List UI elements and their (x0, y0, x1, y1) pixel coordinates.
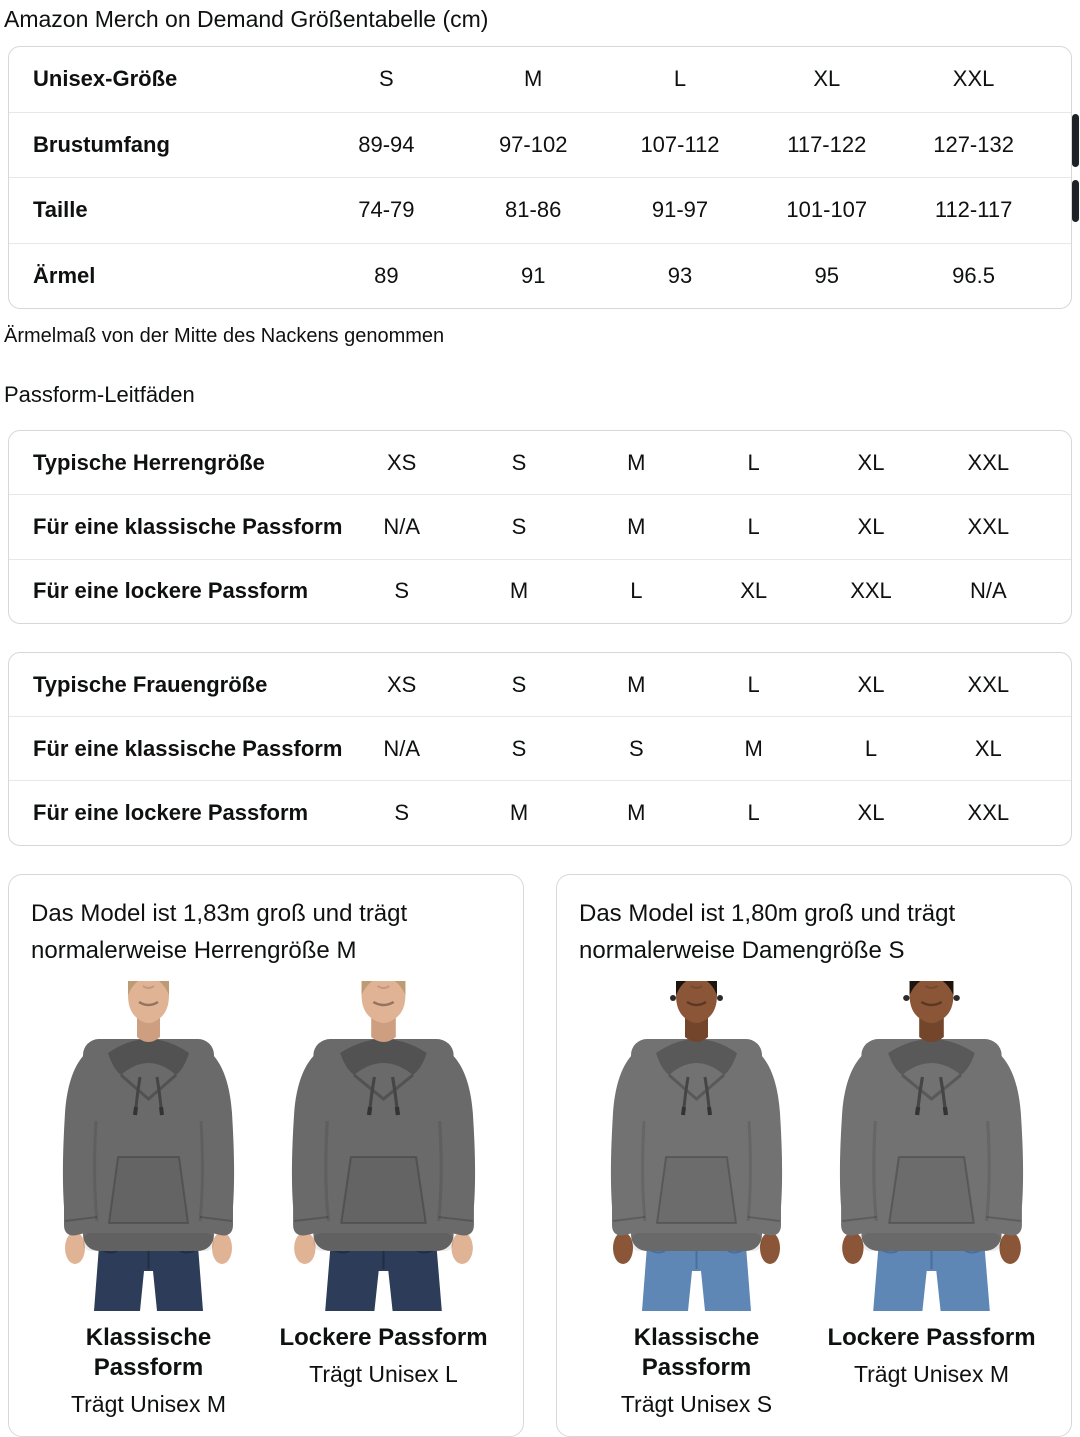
caption-loose (814, 1323, 1049, 1418)
column-header: L (747, 449, 760, 475)
cell-value: M (509, 800, 529, 826)
cell-value: M (627, 513, 646, 539)
table-row (9, 494, 1071, 558)
caption-classic (31, 1323, 266, 1418)
fit-label: Lockere Passform (827, 1323, 1036, 1351)
fit-label: Lockere Passform (279, 1323, 488, 1351)
cell-value: XXL (967, 800, 1010, 826)
photo-captions (579, 1323, 1049, 1418)
cell-value: XL (857, 800, 885, 826)
model-card-women (556, 874, 1072, 1437)
model-description: Das Model ist 1,83m groß und trägt normalerweise Herrengröße M (31, 899, 408, 964)
table-header-label: Typische Herrengröße (33, 449, 265, 475)
column-header: XL (857, 449, 885, 475)
table-header-row (9, 653, 1071, 716)
model-description: Das Model ist 1,80m groß und trägt normalerweise Damengröße S (579, 899, 956, 964)
table-header-row (9, 431, 1071, 494)
cell-value: L (747, 513, 760, 539)
cell-value: 81-86 (505, 197, 562, 223)
model-photo-loose-fit (266, 979, 501, 1311)
column-header: XXL (967, 671, 1010, 697)
photo-captions (31, 1323, 501, 1418)
table-row (9, 177, 1071, 243)
fit-label: Klassische Passform (85, 1323, 212, 1381)
row-label: Brustumfang (33, 131, 170, 157)
column-header: XXL (952, 66, 995, 92)
model-photo-classic-fit (31, 979, 266, 1311)
page-title: Amazon Merch on Demand Größentabelle (cm) (4, 6, 489, 32)
size-label: Trägt Unisex M (70, 1390, 227, 1417)
mens-fit-table (8, 430, 1072, 624)
caption-loose (266, 1323, 501, 1418)
cell-value: XXL (967, 513, 1010, 539)
cell-value: XL (740, 578, 768, 604)
column-header: S (379, 66, 394, 92)
row-label: Für eine klassische Passform (33, 513, 343, 539)
cell-value: 112-117 (934, 197, 1013, 223)
table-header-row (9, 47, 1071, 112)
column-header: S (511, 671, 527, 697)
cell-value: S (511, 735, 527, 761)
cell-value: 89 (374, 262, 399, 288)
column-header: XXL (967, 449, 1010, 475)
scrollbar-thumb[interactable] (1072, 114, 1079, 167)
unisex-size-table (8, 46, 1072, 309)
cell-value: S (628, 735, 644, 761)
model-photos (31, 979, 501, 1311)
cell-value: 91 (520, 262, 546, 288)
cell-value: 97-102 (498, 131, 568, 157)
cell-value: 107-112 (640, 131, 720, 157)
model-cards (8, 874, 1072, 1437)
row-label: Für eine klassische Passform (33, 735, 343, 761)
table-row (9, 112, 1071, 178)
cell-value: N/A (969, 578, 1007, 604)
scrollbar-thumb[interactable] (1072, 180, 1079, 222)
table-row (9, 780, 1071, 844)
cell-value: 74-79 (358, 197, 415, 223)
row-label: Für eine lockere Passform (33, 578, 309, 604)
column-header: XS (386, 671, 417, 697)
cell-value: 127-132 (933, 131, 1014, 157)
fit-label: Klassische Passform (633, 1323, 760, 1381)
table-row (9, 243, 1071, 309)
table-header-label: Unisex-Größe (33, 66, 178, 92)
column-header: M (627, 449, 646, 475)
column-header: XL (857, 671, 885, 697)
sleeve-measure-note: Ärmelmaß von der Mitte des Nackens genommen (4, 325, 445, 347)
row-label: Für eine lockere Passform (33, 800, 309, 826)
model-photo-loose-fit (814, 979, 1049, 1311)
model-photo-classic-fit (579, 979, 814, 1311)
row-label: Taille (33, 197, 88, 223)
cell-value: L (864, 735, 878, 761)
cell-value: M (744, 735, 763, 761)
cell-value: N/A (383, 735, 420, 761)
cell-value: XXL (850, 578, 892, 604)
size-label: Trägt Unisex S (620, 1390, 773, 1417)
cell-value: 89-94 (358, 131, 415, 157)
cell-value: 117-122 (787, 131, 867, 157)
cell-value: 96.5 (952, 262, 995, 288)
cell-value: S (394, 578, 409, 604)
cell-value: S (394, 800, 409, 826)
cell-value: 93 (667, 262, 693, 288)
cell-value: L (630, 578, 643, 604)
column-header: L (747, 671, 760, 697)
cell-value: XL (857, 513, 885, 539)
caption-classic (579, 1323, 814, 1418)
column-header: XL (813, 66, 841, 92)
cell-value: XL (974, 735, 1002, 761)
cell-value: N/A (383, 513, 420, 539)
model-photos (579, 979, 1049, 1311)
model-card-men (8, 874, 524, 1437)
cell-value: 95 (814, 262, 840, 288)
table-header-label: Typische Frauengröße (33, 671, 268, 697)
size-label: Trägt Unisex M (853, 1360, 1010, 1387)
table-row (9, 716, 1071, 780)
cell-value: L (747, 800, 760, 826)
column-header: L (673, 66, 687, 92)
cell-value: S (511, 513, 527, 539)
column-header: M (627, 671, 646, 697)
womens-fit-table (8, 652, 1072, 846)
fit-guides-heading: Passform-Leitfäden (4, 382, 195, 407)
column-header: M (524, 66, 543, 92)
cell-value: 101-107 (786, 197, 868, 223)
cell-value: M (627, 800, 646, 826)
cell-value: M (509, 578, 529, 604)
cell-value: 91-97 (651, 197, 709, 223)
column-header: S (511, 449, 527, 475)
table-row (9, 559, 1071, 623)
column-header: XS (386, 449, 417, 475)
row-label: Ärmel (33, 262, 96, 288)
size-label: Trägt Unisex L (309, 1360, 458, 1387)
